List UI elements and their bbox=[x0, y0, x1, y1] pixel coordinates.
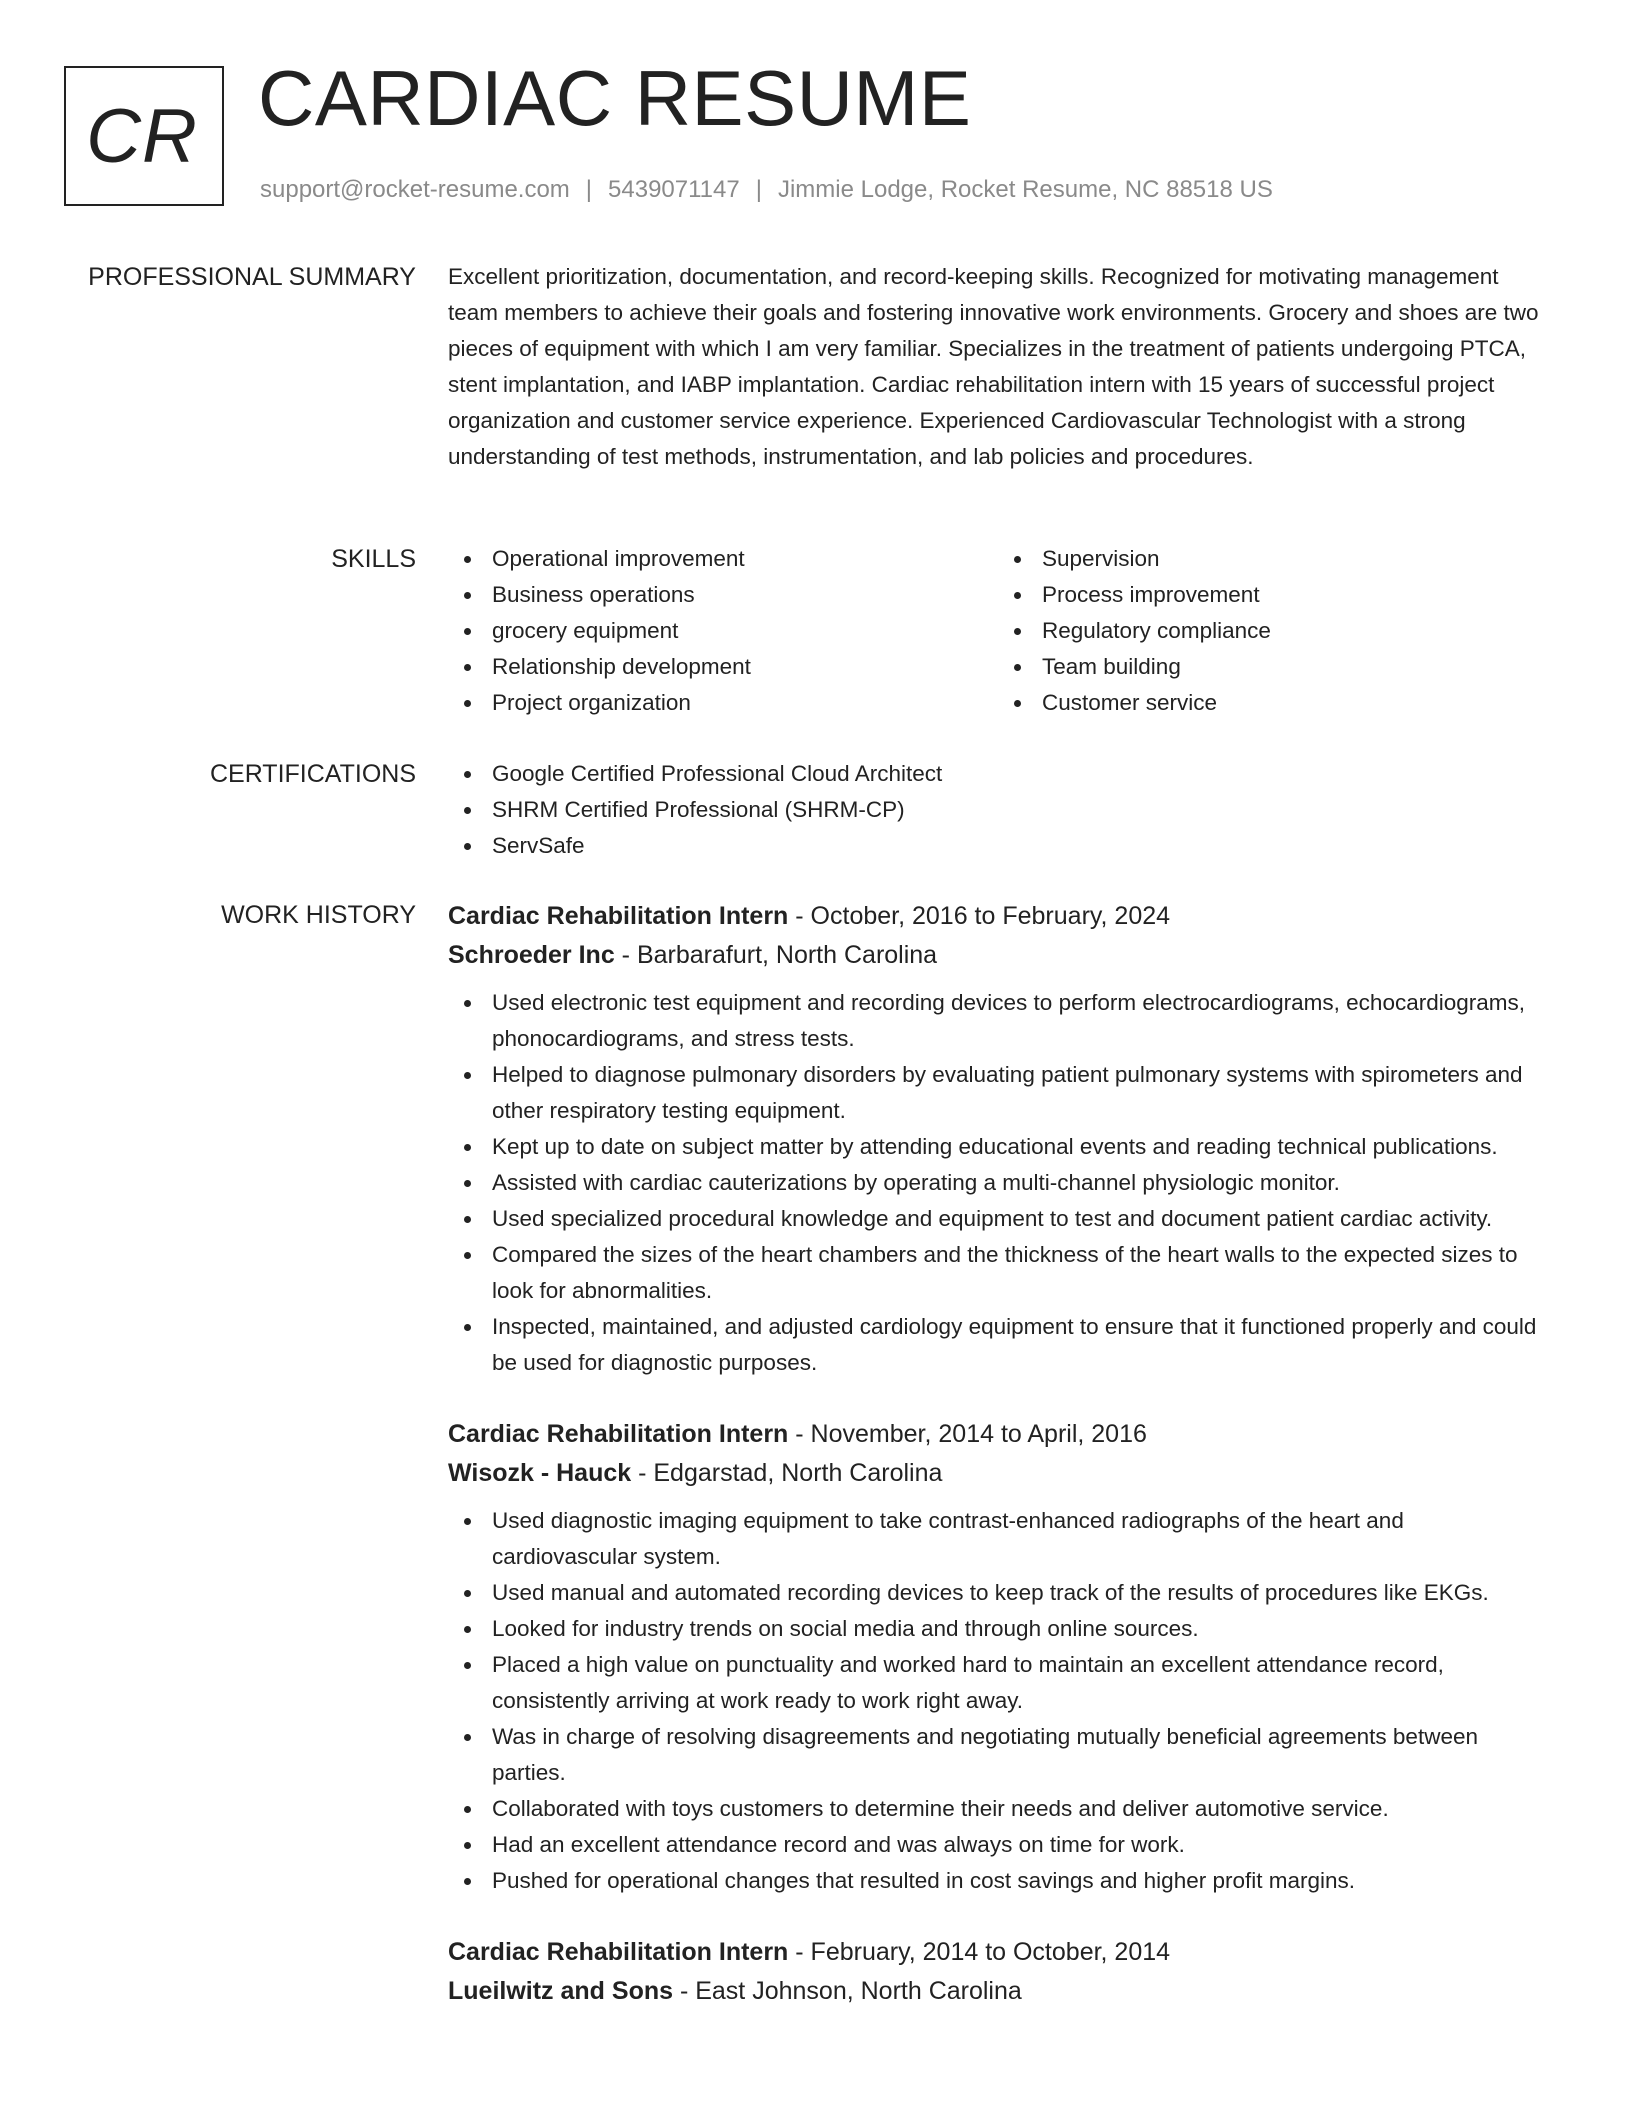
monogram-box bbox=[64, 66, 224, 206]
job-duty: Placed a high value on punctuality and worked hard to maintain an excellent attendance record, consistently arriving at work ready to work right away. bbox=[448, 1647, 1548, 1719]
certifications-list bbox=[448, 756, 1548, 864]
job-duty: Used manual and automated recording devices to keep track of the results of procedures like EKGs. bbox=[448, 1575, 1548, 1611]
skill-item: Team building bbox=[998, 649, 1548, 685]
contact-separator: | bbox=[755, 176, 762, 203]
summary-text: Excellent prioritization, documentation, and record-keeping skills. Recognized for motivating management team members to achieve their goals and fostering innovative work environments. Grocery and shoes are two pieces of equipment with which I am very familiar. Specializes in the treatment of patients undergoing PTCA, stent implantation, and IABP implantation. Cardiac rehabilitation intern with 15 years of successful project organization and customer service experience. Experienced Cardiovascular Technologist with a strong understanding of test methods, instrumentation, and lab policies and procedures. bbox=[448, 264, 1539, 469]
job-title-line bbox=[448, 1415, 1548, 1454]
job-company: Lueilwitz and Sons bbox=[448, 1977, 674, 2005]
job-duty: Was in charge of resolving disagreements and negotiating mutually beneficial agreements between parties. bbox=[448, 1719, 1548, 1791]
skills-list-left bbox=[448, 541, 998, 721]
job-duty: Kept up to date on subject matter by attending educational events and reading technical publications. bbox=[448, 1129, 1548, 1165]
section-label-summary: PROFESSIONAL SUMMARY bbox=[88, 263, 416, 291]
contact-phone: 5439071147 bbox=[608, 176, 740, 203]
section-label-skills: SKILLS bbox=[331, 545, 416, 573]
job-location: - East Johnson, North Carolina bbox=[673, 1977, 1022, 2005]
job-entry bbox=[448, 1415, 1548, 1899]
job-duty: Used electronic test equipment and recording devices to perform electrocardiograms, echocardiograms, phonocardiograms, and stress tests. bbox=[448, 985, 1548, 1057]
job-dates: - November, 2014 to April, 2016 bbox=[788, 1420, 1147, 1448]
contact-separator: | bbox=[585, 176, 593, 203]
job-company: Schroeder Inc bbox=[448, 941, 615, 969]
job-entry bbox=[448, 1933, 1548, 2011]
job-duty: Had an excellent attendance record and was always on time for work. bbox=[448, 1827, 1548, 1863]
job-location: - Barbarafurt, North Carolina bbox=[614, 941, 938, 969]
contact-line bbox=[260, 176, 1273, 204]
skill-item: Operational improvement bbox=[448, 541, 998, 577]
skill-item: Customer service bbox=[998, 685, 1548, 721]
skill-item: Business operations bbox=[448, 577, 998, 613]
job-title-line bbox=[448, 1933, 1548, 1972]
job-dates: - October, 2016 to February, 2024 bbox=[788, 902, 1171, 930]
skill-item: Process improvement bbox=[998, 577, 1548, 613]
contact-address: Jimmie Lodge, Rocket Resume, NC 88518 US bbox=[777, 176, 1273, 203]
job-duty: Pushed for operational changes that resulted in cost savings and higher profit margins. bbox=[448, 1863, 1548, 1899]
certifications-body bbox=[448, 756, 1548, 864]
job-duty: Assisted with cardiac cauterizations by operating a multi-channel physiologic monitor. bbox=[448, 1165, 1548, 1201]
job-duties-list bbox=[448, 985, 1548, 1381]
job-entry bbox=[448, 897, 1548, 1381]
job-company: Wisozk - Hauck bbox=[448, 1459, 632, 1487]
job-duty: Used diagnostic imaging equipment to take contrast-enhanced radiographs of the heart and cardiovascular system. bbox=[448, 1503, 1548, 1575]
job-duty: Collaborated with toys customers to determine their needs and deliver automotive service. bbox=[448, 1791, 1548, 1827]
certification-item: ServSafe bbox=[448, 828, 1548, 864]
job-duty: Looked for industry trends on social media and through online sources. bbox=[448, 1611, 1548, 1647]
contact-email: support@rocket-resume.com bbox=[260, 176, 570, 203]
job-title: Cardiac Rehabilitation Intern bbox=[448, 1420, 789, 1448]
job-duties-list bbox=[448, 1503, 1548, 1899]
skill-item: Supervision bbox=[998, 541, 1548, 577]
job-dates: - February, 2014 to October, 2014 bbox=[788, 1938, 1171, 1966]
skills-body bbox=[448, 541, 1548, 721]
work-history-body bbox=[448, 897, 1548, 2045]
section-label-work-history: WORK HISTORY bbox=[221, 901, 416, 929]
job-company-line bbox=[448, 936, 1548, 975]
skills-list-right bbox=[998, 541, 1548, 721]
resume-title: CARDIAC RESUME bbox=[258, 54, 972, 142]
job-location: - Edgarstad, North Carolina bbox=[631, 1459, 943, 1487]
job-duty: Inspected, maintained, and adjusted cardiology equipment to ensure that it functioned properly and could be used for diagnostic purposes. bbox=[448, 1309, 1548, 1381]
skill-item: Regulatory compliance bbox=[998, 613, 1548, 649]
skill-item: Project organization bbox=[448, 685, 998, 721]
skill-item: grocery equipment bbox=[448, 613, 998, 649]
summary-body bbox=[448, 259, 1548, 475]
skill-item: Relationship development bbox=[448, 649, 998, 685]
job-company-line bbox=[448, 1454, 1548, 1493]
job-duty: Compared the sizes of the heart chambers and the thickness of the heart walls to the expected sizes to look for abnormalities. bbox=[448, 1237, 1548, 1309]
job-duty: Used specialized procedural knowledge and equipment to test and document patient cardiac activity. bbox=[448, 1201, 1548, 1237]
job-title: Cardiac Rehabilitation Intern bbox=[448, 1938, 789, 1966]
certification-item: SHRM Certified Professional (SHRM-CP) bbox=[448, 792, 1548, 828]
section-label-certifications: CERTIFICATIONS bbox=[209, 760, 416, 788]
job-title: Cardiac Rehabilitation Intern bbox=[448, 902, 789, 930]
certification-item: Google Certified Professional Cloud Architect bbox=[448, 756, 1548, 792]
job-title-line bbox=[448, 897, 1548, 936]
job-duty: Helped to diagnose pulmonary disorders by evaluating patient pulmonary systems with spirometers and other respiratory testing equipment. bbox=[448, 1057, 1548, 1129]
job-company-line bbox=[448, 1972, 1548, 2011]
monogram-initials: CR bbox=[86, 93, 198, 179]
